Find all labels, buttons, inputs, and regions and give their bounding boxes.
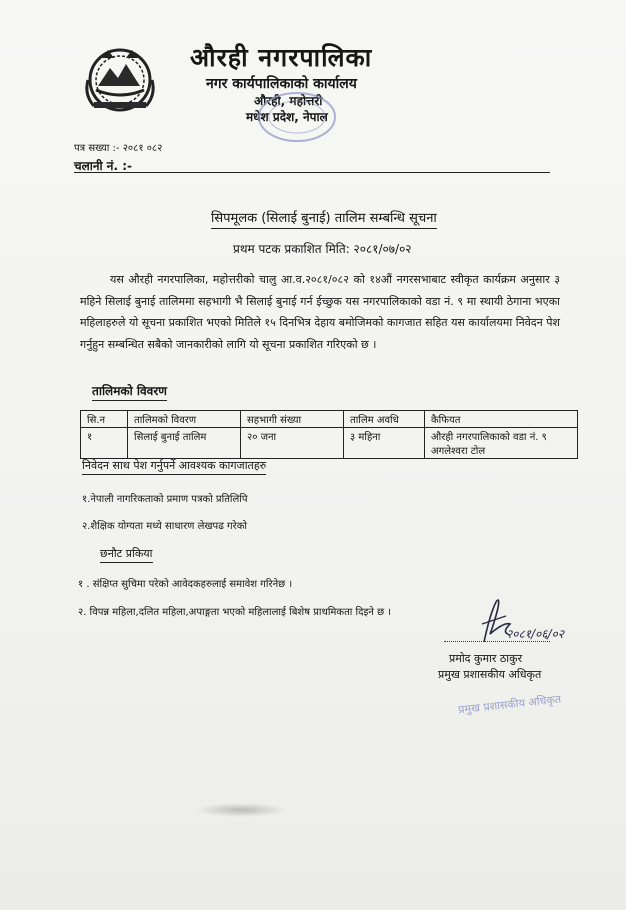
training-table bbox=[80, 410, 578, 459]
office-seal-stamp bbox=[256, 90, 338, 144]
selection-heading: छनौट प्रकिया bbox=[100, 546, 153, 563]
cell-sn: १ bbox=[81, 428, 128, 459]
col-header-sn: सि.न bbox=[81, 411, 128, 428]
address-line-2: मधेश प्रदेश, नेपाल bbox=[246, 110, 328, 124]
table-header-row bbox=[81, 411, 578, 428]
nepal-emblem-icon bbox=[80, 40, 160, 116]
scan-smudge bbox=[196, 803, 286, 817]
designation-stamp: प्रमुख प्रशासकीय अधिकृत bbox=[457, 692, 562, 717]
published-date: प्रथम पटक प्रकाशित मिति: २०८१/०७/०२ bbox=[233, 242, 412, 256]
signer-title: प्रमुख प्रशासकीय अधिकृत bbox=[438, 668, 542, 681]
table-row bbox=[81, 428, 578, 459]
col-header-remarks: कैफियत bbox=[425, 411, 578, 428]
notice-body: यस औरही नगरपालिका, महोत्तरीको चालु आ.व.२०८१/०८२ को १४औं नगरसभाबाट स्वीकृत कार्यक्रम अनुसार ३ महिने सिलाई बुनाई तालिममा सहभागी भै सिलाई बुनाई गर्न ईच्छुक यस नगरपालिकाको वडा नं. ९ मा स्थायी ठेगाना भएका महिलाहरुले यो सूचना प्रकाशित भएको मितिले १५ दिनभित्र देहाय बमोजिमको कागजात सहित यस कार्यालयमा निवेदन पेश गर्नुहुन सम्बन्धित सबैको जानकारीको लागि यो सूचना प्रकाशित गरिएको छ । bbox=[80, 273, 560, 351]
cell-duration: ३ महिना bbox=[344, 428, 425, 459]
col-header-duration: तालिम अवधि bbox=[344, 411, 425, 428]
col-header-description: तालिमको विवरण bbox=[128, 411, 241, 428]
notice-title: सिपमूलक (सिलाई बुनाई) तालिम सम्बन्धि सूचना bbox=[211, 208, 437, 229]
header-divider bbox=[74, 172, 550, 173]
signer-name: प्रमोद कुमार ठाकुर bbox=[449, 652, 523, 665]
org-name: औरही नगरपालिका bbox=[190, 43, 373, 72]
letter-number: पत्र सख्या :- २०८१ ०८२ bbox=[74, 143, 163, 154]
training-heading: तालिमको विवरण bbox=[92, 382, 167, 401]
selection-item: २. विपन्न महिला,दलित महिला,अपाङ्गता भएको महिलालाई बिशेष प्राथमिकता दिइने छ । bbox=[78, 607, 392, 618]
col-header-participants: सहभागी संख्या bbox=[241, 411, 344, 428]
signature-date: २०८१/०६/०२ bbox=[506, 627, 565, 641]
selection-item: १ . संक्षिप्त सुचिमा परेको आवेदकहरुलाई समावेश गरिनेछ । bbox=[78, 579, 293, 590]
dispatch-number: चलानी नं. :- bbox=[74, 159, 132, 173]
address-line-1: औरही, महोत्तरी bbox=[254, 94, 323, 108]
cell-participants: २० जना bbox=[241, 428, 344, 459]
document-item: २.शैक्षिक योग्यता मध्ये साधारण लेखपढ गरेको bbox=[82, 521, 248, 532]
signature-line bbox=[444, 641, 550, 642]
document-item: १.नेपाली नागरिकताको प्रमाण पत्रको प्रतिलिपि bbox=[82, 494, 248, 505]
documents-heading: निवेदन साथ पेश गर्नुपर्ने आवश्यक कागजातहरु bbox=[82, 458, 266, 475]
office-name: नगर कार्यपालिकाको कार्यालय bbox=[206, 76, 357, 92]
cell-remarks: औरही नगरपालिकाको वडा नं. ९ अगलेश्वरा टोल bbox=[425, 428, 578, 459]
cell-description: सिलाई बुनाई तालिम bbox=[128, 428, 241, 459]
